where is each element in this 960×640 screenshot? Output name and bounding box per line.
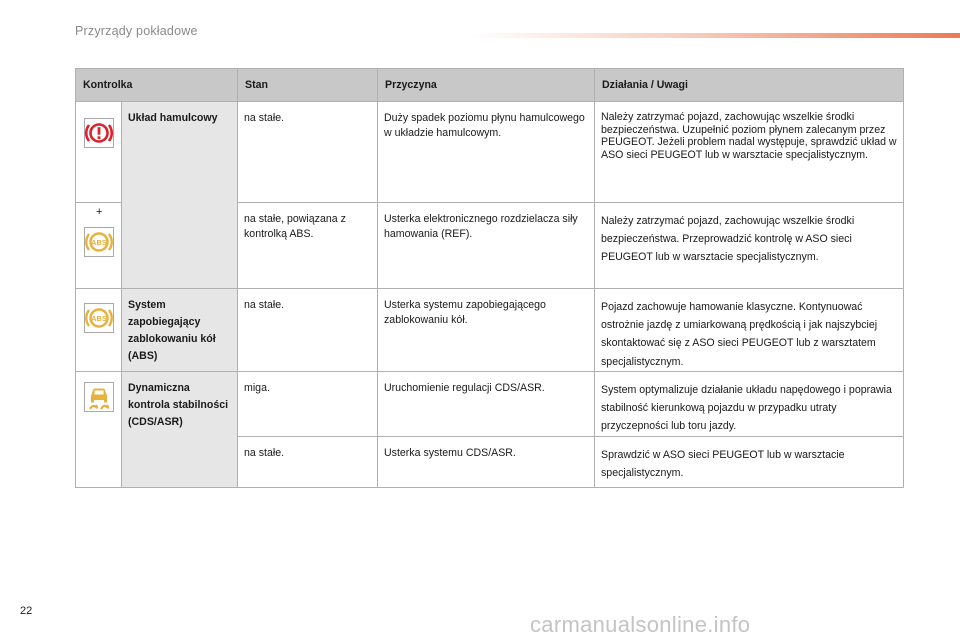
header-decoration-bar [470, 33, 960, 38]
column-header-kontrolka: Kontrolka [76, 69, 238, 102]
warning-lights-table [75, 68, 904, 488]
icon-cell [76, 289, 122, 372]
action-cell: Sprawdzić w ASO sieci PEUGEOT lub w warsztacie specjalistycznym. [595, 436, 904, 487]
warning-name-brake [122, 102, 238, 289]
warning-name-label: Układ hamulcowy [128, 112, 218, 124]
icon-cell [76, 371, 122, 487]
table-row [76, 371, 904, 436]
column-header-dzialania: Działania / Uwagi [595, 69, 904, 102]
action-cell: Pojazd zachowuje hamowanie klasyczne. Kontynuować ostrożnie jazdę z umiarkowaną prędkością i jak najszybciej skontaktować się z ASO sieci PEUGEOT lub z warsztatem specjalistycznym. [595, 289, 904, 372]
page-header-title: Przyrządy pokładowe [75, 24, 198, 38]
plus-sign: + [96, 206, 103, 218]
column-header-stan: Stan [238, 69, 378, 102]
cause-cell: Usterka systemu zapobiegającego zablokowaniu kół. [378, 289, 595, 372]
cause-cell: Usterka systemu CDS/ASR. [378, 436, 595, 487]
warning-name-label: Dynamiczna kontrola stabilności (CDS/ASR) [128, 381, 229, 428]
column-header-przyczyna: Przyczyna [378, 69, 595, 102]
table-row [76, 289, 904, 372]
watermark-text: carmanualsonline.info [530, 612, 751, 637]
state-cell: na stałe. [238, 436, 378, 487]
brake-warning-icon [84, 118, 114, 153]
warning-name-abs [122, 289, 238, 372]
warning-name-label: System zapobiegający zablokowaniu kół (ABS) [128, 299, 216, 362]
icon-cell [76, 203, 122, 289]
cause-cell: Duży spadek poziomu płynu hamulcowego w układzie hamulcowym. [378, 102, 595, 203]
cause-cell: Uruchomienie regulacji CDS/ASR. [378, 371, 595, 436]
page-number: 22 [20, 605, 33, 617]
warning-name-cds [122, 371, 238, 487]
table-header-row [76, 69, 904, 102]
skidding-car-icon [84, 382, 114, 417]
state-cell: na stałe. [238, 289, 378, 372]
action-cell: Należy zatrzymać pojazd, zachowując wszelkie środki bezpieczeństwa. Uzupełnić poziom płynem zalecanym przez PEUGEOT. Jeżeli problem nadal występuje, sprawdzić układ w ASO sieci PEUGEOT lub w warsztacie specjalistycznym. [595, 102, 904, 203]
abs-icon-text: ABS [91, 237, 107, 247]
abs-warning-icon [84, 303, 114, 338]
abs-icon-text: ABS [91, 313, 107, 323]
action-cell: Należy zatrzymać pojazd, zachowując wszelkie środki bezpieczeństwa. Przeprowadzić kontrolę w ASO sieci PEUGEOT lub w warsztacie specjalistycznym. [595, 203, 904, 289]
cause-cell: Usterka elektronicznego rozdzielacza siły hamowania (REF). [378, 203, 595, 289]
state-cell: na stałe, powiązana z kontrolką ABS. [238, 203, 378, 289]
table-row [76, 102, 904, 203]
icon-cell [76, 102, 122, 203]
action-cell: System optymalizuje działanie układu napędowego i poprawia stabilność kierunkową pojazdu w przypadku utraty przyczepności lub toru jazdy. [595, 371, 904, 436]
state-cell: na stałe. [238, 102, 378, 203]
abs-warning-icon [84, 227, 114, 262]
state-cell: miga. [238, 371, 378, 436]
